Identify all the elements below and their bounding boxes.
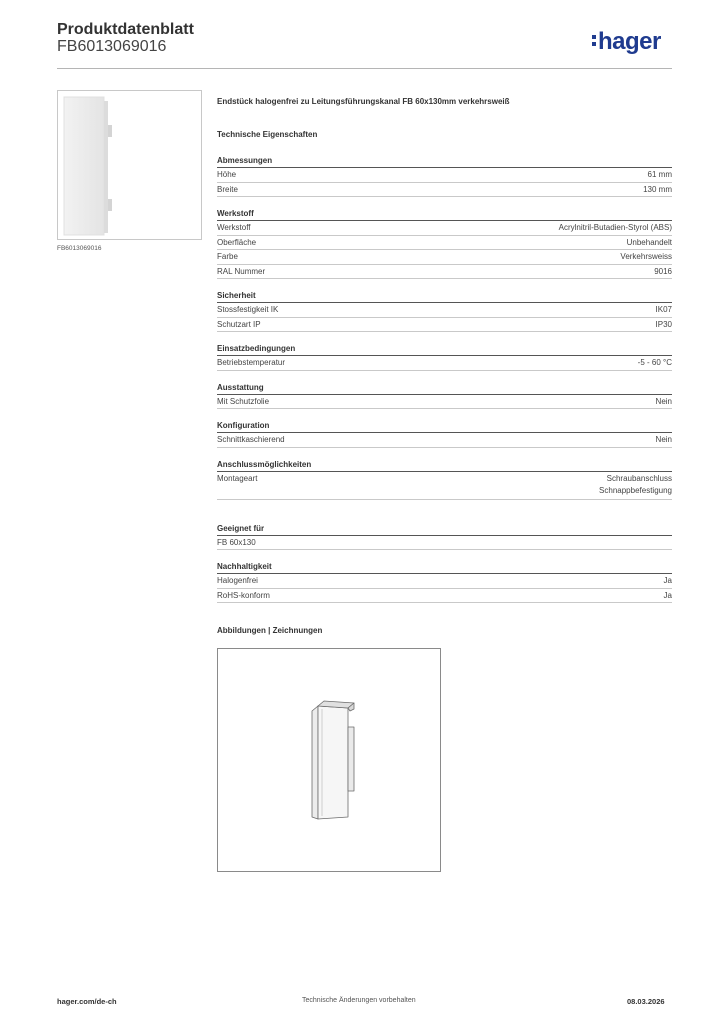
- property-label: Schnittkaschierend: [217, 435, 285, 444]
- property-row: [217, 536, 672, 551]
- header-divider: [57, 68, 672, 69]
- property-label: FB 60x130: [217, 537, 256, 547]
- property-label: Werkstoff: [217, 223, 251, 232]
- product-thumbnail: [57, 90, 202, 240]
- property-row: [217, 303, 672, 318]
- property-value: [599, 473, 672, 497]
- section-title: Konfiguration: [217, 420, 672, 433]
- property-row: [217, 395, 672, 410]
- section-abmessungen: [217, 155, 672, 197]
- property-label: Montageart: [217, 473, 258, 483]
- section-title: Nachhaltigkeit: [217, 561, 672, 574]
- property-row: [217, 236, 672, 251]
- property-label: RoHS-konform: [217, 590, 270, 600]
- section-ausstattung: [217, 382, 672, 410]
- property-label: RAL Nummer: [217, 266, 266, 276]
- property-label: Mit Schutzfolie: [217, 396, 270, 406]
- property-row: [217, 433, 672, 448]
- property-row: [217, 356, 672, 371]
- section-konfiguration: [217, 420, 672, 448]
- property-label: Oberfläche: [217, 237, 257, 247]
- property-value: Nein: [655, 435, 672, 444]
- property-value: Nein: [655, 396, 672, 406]
- logo-text: hager: [598, 28, 661, 55]
- end-cap-drawing-image: [218, 649, 440, 871]
- property-label: Höhe: [217, 170, 237, 179]
- property-value: Verkehrsweiss: [620, 252, 672, 261]
- property-label: Betriebstemperatur: [217, 358, 286, 367]
- hager-logo: [592, 28, 661, 56]
- section-sicherheit: [217, 290, 672, 332]
- property-value: Unbehandelt: [626, 237, 672, 247]
- property-row: [217, 265, 672, 280]
- property-value-line: Schraubanschluss: [606, 473, 672, 483]
- property-value: -5 - 60 °C: [637, 358, 672, 367]
- property-row: [217, 318, 672, 333]
- property-label: Farbe: [217, 252, 238, 261]
- property-value: Acrylnitril-Butadien-Styrol (ABS): [558, 223, 672, 232]
- product-code: FB6013069016: [57, 38, 167, 55]
- section-nachhaltigkeit: [217, 561, 672, 603]
- property-row: [217, 250, 672, 265]
- footer-notice: Technische Änderungen vorbehalten: [302, 997, 416, 1004]
- product-details: [217, 97, 672, 635]
- property-value: 9016: [654, 266, 672, 276]
- property-row: [217, 168, 672, 183]
- property-value: IK07: [655, 305, 672, 314]
- section-werkstoff: [217, 208, 672, 279]
- property-value-line: Schnappbefestigung: [599, 485, 672, 495]
- property-value: Ja: [663, 590, 672, 600]
- property-row: [217, 589, 672, 604]
- section-geeignet-fuer: [217, 523, 672, 551]
- section-title: Einsatzbedingungen: [217, 343, 672, 356]
- property-value: Ja: [663, 576, 672, 585]
- section-title: Anschlussmöglichkeiten: [217, 459, 672, 472]
- section-title: Ausstattung: [217, 382, 672, 395]
- property-row: [217, 574, 672, 589]
- property-label: Breite: [217, 184, 238, 194]
- footer-website-link[interactable]: hager.com/de-ch: [57, 997, 117, 1006]
- property-value: IP30: [655, 319, 672, 329]
- property-row: [217, 183, 672, 198]
- section-einsatzbedingungen: [217, 343, 672, 371]
- logo-dots-icon: [592, 32, 596, 49]
- section-title: Werkstoff: [217, 208, 672, 221]
- section-title: Abmessungen: [217, 155, 672, 168]
- section-title: Geeignet für: [217, 523, 672, 536]
- product-description: Endstück halogenfrei zu Leitungsführungskanal FB 60x130mm verkehrsweiß: [217, 97, 510, 106]
- end-cap-thumbnail-image: [58, 91, 201, 239]
- property-label: Stossfestigkeit IK: [217, 305, 279, 314]
- drawings-heading: Abbildungen | Zeichnungen: [217, 626, 323, 635]
- property-value: 61 mm: [647, 170, 672, 179]
- property-value: 130 mm: [643, 184, 672, 194]
- property-row: [217, 472, 672, 500]
- document-title: Produktdatenblatt: [57, 21, 194, 38]
- thumbnail-caption: FB6013069016: [57, 245, 102, 252]
- footer-date: 08.03.2026: [627, 997, 665, 1006]
- property-row: [217, 221, 672, 236]
- technical-properties-heading: Technische Eigenschaften: [217, 130, 318, 139]
- property-label: Schutzart IP: [217, 319, 261, 329]
- section-anschlussmoeglichkeiten: [217, 459, 672, 500]
- property-label: Halogenfrei: [217, 576, 258, 585]
- technical-drawing: [217, 648, 441, 872]
- section-title: Sicherheit: [217, 290, 672, 303]
